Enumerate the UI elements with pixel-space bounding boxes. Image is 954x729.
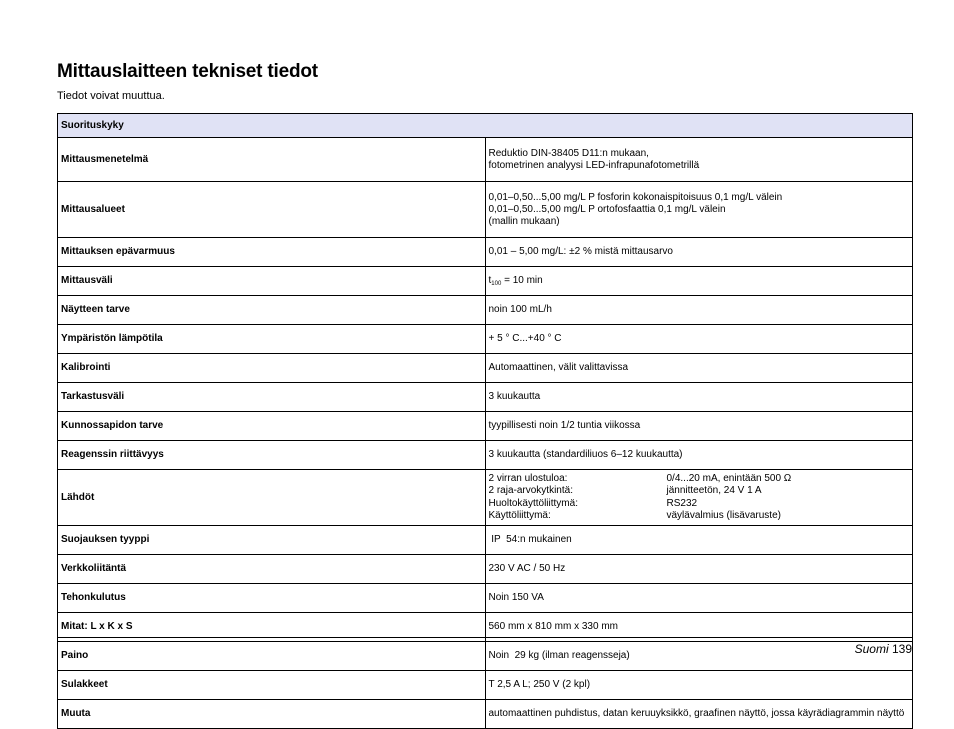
row-label: Paino <box>58 642 486 671</box>
page-number: 139 <box>891 642 912 656</box>
page-subtitle: Tiedot voivat muuttua. <box>57 90 165 102</box>
table-row <box>58 671 913 700</box>
output-value: väylävalmius (lisävaruste) <box>666 510 781 521</box>
value-prefix: t <box>488 275 492 286</box>
page-footer <box>855 642 912 656</box>
row-value: 3 kuukautta (standardiliuos 6–12 kuukautta) <box>485 441 913 470</box>
row-value: 230 V AC / 50 Hz <box>485 555 913 584</box>
table-row <box>58 584 913 613</box>
row-label: Mittausalueet <box>58 182 486 238</box>
value-line: Reduktio DIN-38405 D11:n mukaan, <box>488 147 649 159</box>
footer-language: Suomi <box>854 642 889 656</box>
row-label: Lähdöt <box>58 470 486 526</box>
row-label: Mitat: L x K x S <box>58 613 486 642</box>
row-value <box>485 138 913 182</box>
row-value: Noin 150 VA <box>485 584 913 613</box>
value-suffix: = 10 min <box>501 275 543 286</box>
row-label: Tehonkulutus <box>58 584 486 613</box>
row-label: Muuta <box>58 700 486 729</box>
output-value: 0/4...20 mA, enintään 500 Ω <box>666 472 792 484</box>
row-label: Sulakkeet <box>58 671 486 700</box>
table-row <box>58 325 913 354</box>
output-value: jännitteetön, 24 V 1 A <box>666 485 762 496</box>
row-label: Mittausväli <box>58 267 486 296</box>
table-row <box>58 354 913 383</box>
value-line: 0,01–0,50...5,00 mg/L P ortofosfaattia 0,1 mg/L välein <box>488 203 726 215</box>
row-value: Noin 29 kg (ilman reagensseja) <box>485 642 913 671</box>
row-value: T 2,5 A L; 250 V (2 kpl) <box>485 671 913 700</box>
table-row <box>58 642 913 671</box>
footer-divider <box>57 637 913 638</box>
table-row <box>58 441 913 470</box>
table-row <box>58 383 913 412</box>
table-row <box>58 700 913 729</box>
value-line: (mallin mukaan) <box>488 215 560 227</box>
section-header-row <box>58 114 913 138</box>
row-label: Näytteen tarve <box>58 296 486 325</box>
row-label: Ympäristön lämpötila <box>58 325 486 354</box>
table-row <box>58 412 913 441</box>
row-value: + 5 ° C...+40 ° C <box>485 325 913 354</box>
page-title: Mittauslaitteen tekniset tiedot <box>57 61 318 82</box>
row-value: 560 mm x 810 mm x 330 mm <box>485 613 913 642</box>
row-value: noin 100 mL/h <box>485 296 913 325</box>
output-name: 2 raja-arvokytkintä: <box>488 485 573 496</box>
section-header: Suorituskyky <box>58 114 913 138</box>
value-line: 0,01–0,50...5,00 mg/L P fosforin kokonaispitoisuus 0,1 mg/L välein <box>488 191 783 203</box>
row-value: 3 kuukautta <box>485 383 913 412</box>
output-value: RS232 <box>666 497 698 509</box>
table-row <box>58 138 913 182</box>
row-value <box>485 267 913 296</box>
table-row <box>58 267 913 296</box>
row-label: Mittauksen epävarmuus <box>58 238 486 267</box>
row-value: 0,01 – 5,00 mg/L: ±2 % mistä mittausarvo <box>485 238 913 267</box>
row-label: Suojauksen tyyppi <box>58 526 486 555</box>
value-subscript: 100 <box>491 281 502 287</box>
table-row <box>58 526 913 555</box>
output-name: Käyttöliittymä: <box>488 510 551 521</box>
output-name: 2 virran ulostuloa: <box>488 472 568 484</box>
row-label: Kalibrointi <box>58 354 486 383</box>
row-value <box>485 182 913 238</box>
output-name: Huoltokäyttöliittymä: <box>488 497 578 509</box>
row-label: Verkkoliitäntä <box>58 555 486 584</box>
row-value: Automaattinen, välit valittavissa <box>485 354 913 383</box>
row-label: Reagenssin riittävyys <box>58 441 486 470</box>
outputs-list <box>489 473 910 523</box>
table-row <box>58 238 913 267</box>
table-row <box>58 296 913 325</box>
row-label: Tarkastusväli <box>58 383 486 412</box>
row-label: Kunnossapidon tarve <box>58 412 486 441</box>
row-value: IP 54:n mukainen <box>485 526 913 555</box>
row-value: automaattinen puhdistus, datan keruuyksikkö, graafinen näyttö, jossa käyrädiagrammin näyttö <box>485 700 913 729</box>
table-row <box>58 470 913 526</box>
row-value <box>485 470 913 526</box>
table-row <box>58 555 913 584</box>
row-label: Mittausmenetelmä <box>58 138 486 182</box>
row-value: tyypillisesti noin 1/2 tuntia viikossa <box>485 412 913 441</box>
value-line: fotometrinen analyysi LED-infrapunafotometrillä <box>488 159 700 171</box>
table-row <box>58 182 913 238</box>
